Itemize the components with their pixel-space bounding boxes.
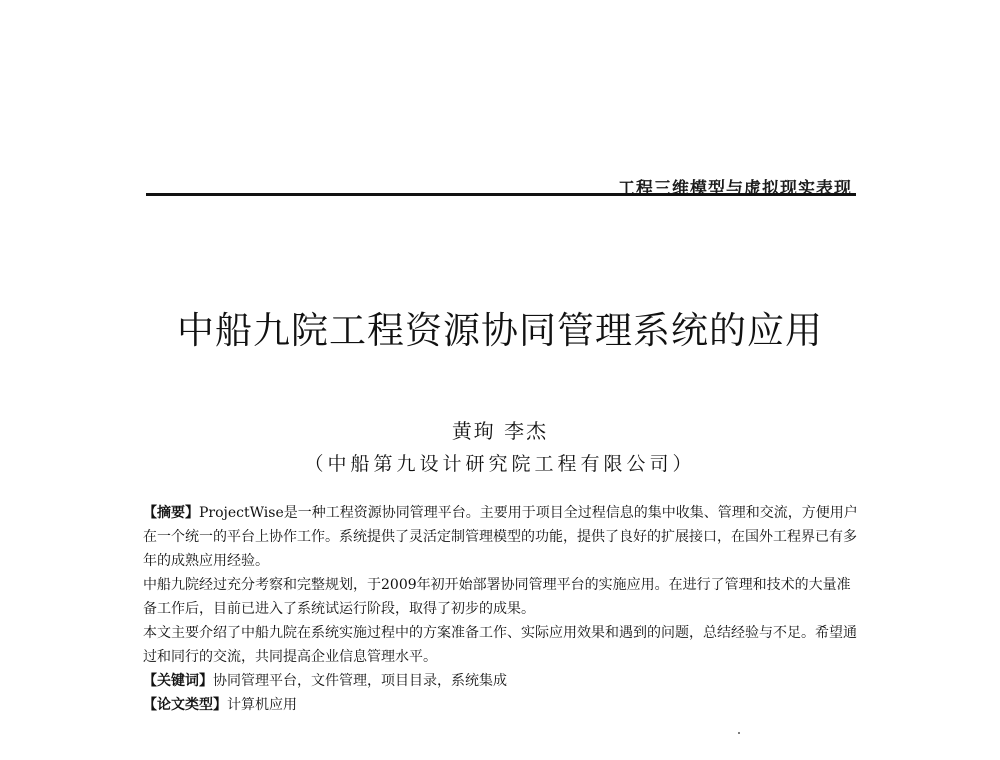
header-rule [146,193,856,196]
abstract-label: 【摘要】 [143,505,199,521]
paper-type-text: 计算机应用 [227,697,297,713]
abstract-text-1: ProjectWise是一种工程资源协同管理平台。主要用于项目全过程信息的集中收集、管理和交流，方便用户在一个统一的平台上协作工作。系统提供了灵活定制管理模型的功能，提供了良好的扩展接口，在国外工程界已有多年的成熟应用经验。 [143,505,858,569]
abstract-paragraph-3: 本文主要介绍了中船九院在系统实施过程中的方案准备工作、实际应用效果和遇到的问题，总结经验与不足。希望通过和同行的交流，共同提高企业信息管理水平。 [143,625,857,665]
paper-type-label: 【论文类型】 [143,697,227,713]
keywords-line [143,669,859,693]
keywords-text: 协同管理平台，文件管理，项目目录，系统集成 [213,673,507,689]
paper-title: 中船九院工程资源协同管理系统的应用 [177,309,823,352]
paper-type-line [143,693,859,717]
running-head: 工程三维模型与虚拟现实表现 [618,179,852,199]
scan-speck [738,732,740,734]
paper-authors: 黄珣 李杰 [451,419,549,443]
paper-affiliation: （中船第九设计研究院工程有限公司） [304,453,696,475]
keywords-label: 【关键词】 [143,673,213,689]
abstract-paragraph-2: 中船九院经过充分考察和完整规划，于2009年初开始部署协同管理平台的实施应用。在进行了管理和技术的大量准备工作后，目前已进入了系统试运行阶段，取得了初步的成果。 [143,577,851,617]
abstract-section [143,501,859,717]
abstract-paragraph-1 [143,501,859,573]
